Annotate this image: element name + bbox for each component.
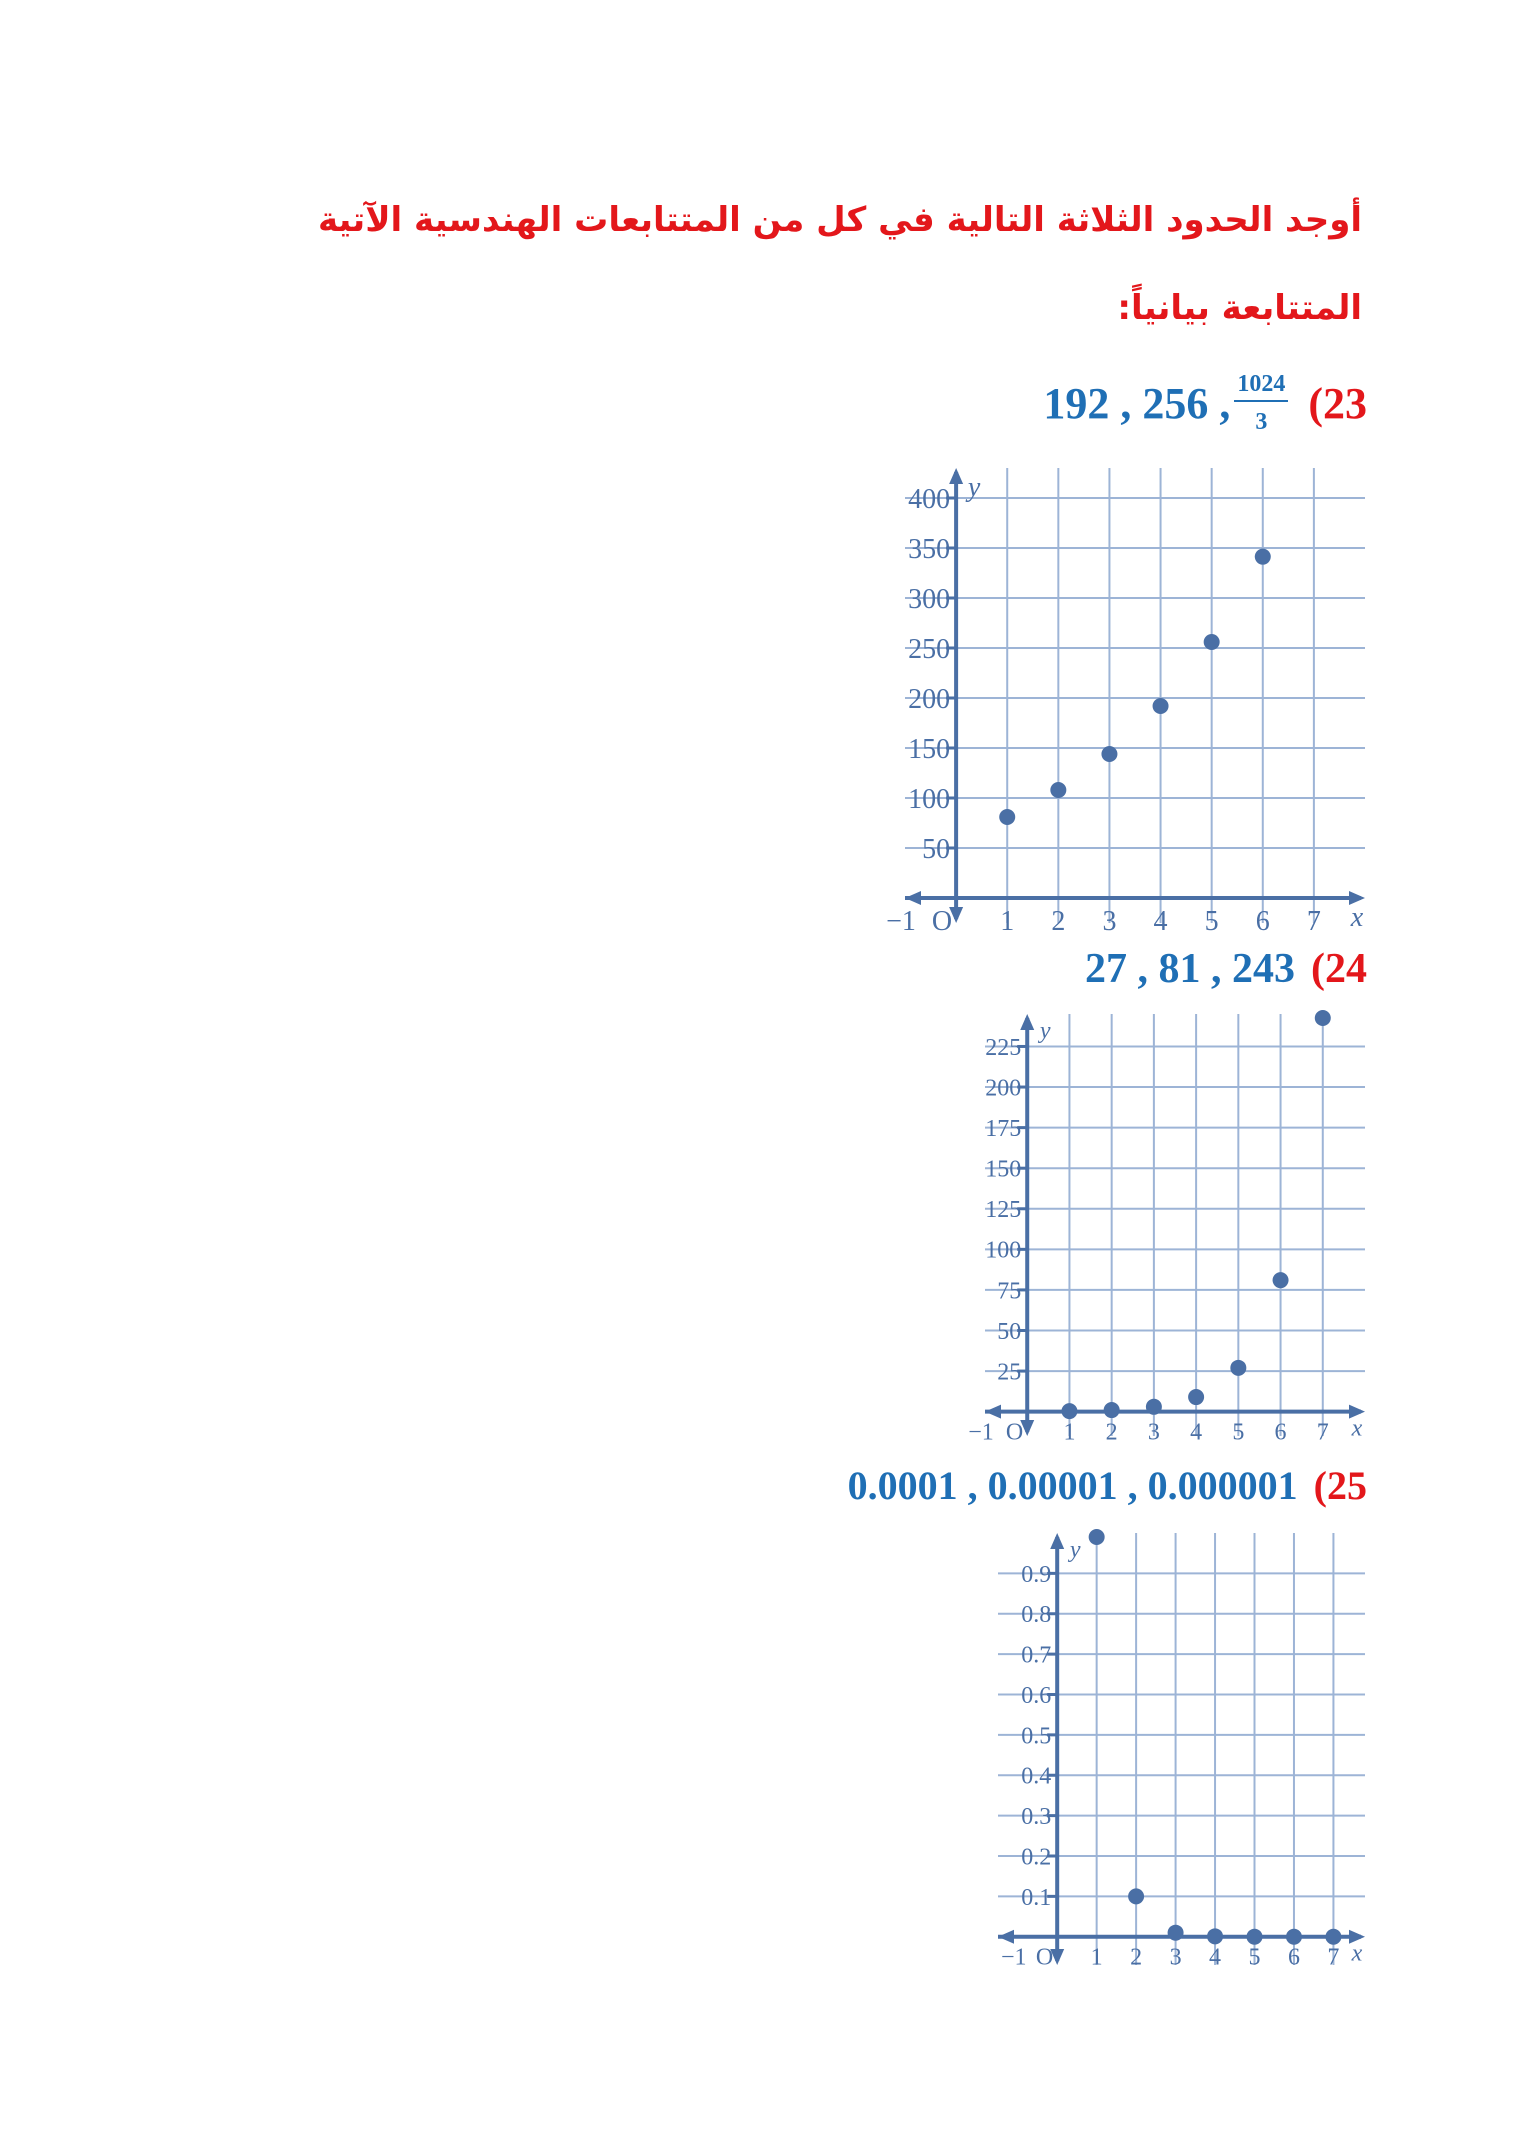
problem-23-number: (23	[1308, 378, 1367, 428]
data-point	[1230, 1360, 1246, 1376]
data-point	[1128, 1888, 1144, 1904]
x-tick-label: 3	[1169, 1944, 1182, 1971]
data-point	[1273, 1272, 1289, 1288]
x-axis-arrow-left	[905, 891, 921, 905]
data-point	[1104, 1402, 1120, 1418]
x-tick-label: 2	[1130, 1944, 1143, 1971]
x-neg-tick-label: −1	[1000, 1944, 1027, 1971]
x-neg-tick-label: −1	[968, 1419, 994, 1446]
y-tick-label: 100	[985, 1237, 1022, 1264]
x-tick-label: 7	[1327, 1944, 1340, 1971]
y-tick-label: 0.1	[1021, 1884, 1052, 1911]
x-axis-arrow-left	[985, 1405, 1001, 1419]
problem-23-graph	[886, 468, 1365, 937]
y-tick-label: 125	[985, 1197, 1022, 1224]
x-tick-label: 7	[1306, 906, 1321, 937]
problem-24-number: (24	[1311, 946, 1367, 992]
data-point	[1247, 1929, 1263, 1945]
y-tick-label: 100	[908, 783, 951, 815]
y-tick-label: 150	[908, 733, 951, 765]
y-tick-label: 50	[997, 1318, 1022, 1345]
y-tick-label: 0.5	[1021, 1723, 1052, 1750]
data-point	[1255, 549, 1271, 565]
y-tick-label: 200	[908, 683, 951, 715]
instructions-heading: أوجد الحدود الثلاثة التالية في كل من المتتابعات الهندسية الآتية	[317, 200, 1362, 240]
data-point	[1101, 746, 1117, 762]
x-tick-label: 6	[1287, 1944, 1300, 1971]
data-point	[1050, 782, 1066, 798]
x-tick-label: 6	[1274, 1419, 1287, 1446]
data-point	[1204, 634, 1220, 650]
x-tick-label: 7	[1316, 1419, 1329, 1446]
y-tick-label: 50	[922, 833, 951, 865]
origin-label: O	[1035, 1944, 1054, 1971]
problem-25-answer	[848, 1462, 1367, 1509]
x-tick-label: 5	[1248, 1944, 1261, 1971]
x-tick-label: 3	[1102, 906, 1117, 937]
y-axis-arrow	[1050, 1533, 1064, 1549]
y-tick-label: 350	[908, 533, 951, 565]
x-tick-label: 4	[1153, 906, 1168, 937]
y-tick-label: 200	[985, 1075, 1022, 1102]
y-axis-label: y	[967, 472, 981, 503]
data-point	[1315, 1010, 1331, 1026]
y-tick-label: 0.7	[1021, 1642, 1052, 1669]
x-tick-label: 5	[1232, 1419, 1245, 1446]
y-tick-label: 0.6	[1021, 1682, 1052, 1709]
x-axis-label: x	[1351, 1415, 1363, 1442]
x-tick-label: 1	[1000, 906, 1015, 937]
y-tick-label: 0.9	[1021, 1561, 1052, 1588]
x-tick-label: 4	[1190, 1419, 1203, 1446]
y-axis-label: y	[1039, 1018, 1051, 1044]
x-tick-label: 6	[1255, 906, 1270, 937]
data-point	[1325, 1929, 1341, 1945]
problem-24-terms: 27 , 81 , 243	[1085, 946, 1295, 992]
y-tick-label: 0.4	[1021, 1763, 1052, 1790]
x-tick-label: 1	[1063, 1419, 1076, 1446]
y-axis-label: y	[1069, 1537, 1081, 1563]
data-point	[1089, 1529, 1105, 1545]
problem-25-graph	[998, 1533, 1365, 1971]
x-axis-label: x	[1350, 902, 1364, 933]
y-tick-label: 400	[908, 483, 951, 515]
x-axis-label: x	[1351, 1940, 1363, 1967]
x-tick-label: 3	[1147, 1419, 1160, 1446]
origin-label: O	[931, 906, 953, 937]
y-tick-label: 150	[985, 1156, 1022, 1183]
y-tick-label: 175	[985, 1116, 1022, 1143]
x-neg-tick-label: −1	[886, 906, 916, 937]
data-point	[1146, 1399, 1162, 1415]
data-point	[1061, 1403, 1077, 1419]
y-tick-label: 300	[908, 583, 951, 615]
x-axis-arrow-left	[998, 1930, 1014, 1944]
y-tick-label: 0.8	[1021, 1602, 1052, 1629]
data-point	[1168, 1925, 1184, 1941]
y-axis-arrow	[949, 468, 963, 484]
y-tick-label: 0.3	[1021, 1804, 1052, 1831]
y-axis-arrow	[1020, 1014, 1034, 1030]
problem-23-terms: 192 , 256 ,	[1043, 378, 1231, 428]
problem-23-answer	[1043, 372, 1367, 434]
y-tick-label: 250	[908, 633, 951, 665]
data-point	[1207, 1928, 1223, 1944]
x-tick-label: 2	[1051, 906, 1066, 937]
y-tick-label: 0.2	[1021, 1844, 1052, 1871]
problem-24-answer	[1085, 945, 1367, 993]
origin-label: O	[1005, 1419, 1024, 1446]
data-point	[1188, 1389, 1204, 1405]
problem-25-number: (25	[1313, 1463, 1367, 1508]
y-tick-label: 25	[997, 1359, 1022, 1386]
x-tick-label: 5	[1204, 906, 1219, 937]
problem-24-graph	[968, 1014, 1365, 1446]
problem-23-fraction	[1234, 372, 1288, 434]
problem-25-terms: 0.0001 , 0.00001 , 0.000001	[847, 1463, 1298, 1508]
fraction-numerator: 1024	[1234, 372, 1288, 402]
data-point	[999, 809, 1015, 825]
fraction-denominator: 3	[1255, 409, 1268, 435]
x-tick-label: 4	[1209, 1944, 1222, 1971]
x-tick-label: 2	[1105, 1419, 1118, 1446]
y-tick-label: 75	[997, 1278, 1022, 1305]
y-tick-label: 225	[985, 1034, 1022, 1061]
data-point	[1153, 698, 1169, 714]
data-point	[1286, 1929, 1302, 1945]
graph-instruction-heading: المتتابعة بيانياً:	[1117, 288, 1362, 328]
x-tick-label: 1	[1090, 1944, 1103, 1971]
